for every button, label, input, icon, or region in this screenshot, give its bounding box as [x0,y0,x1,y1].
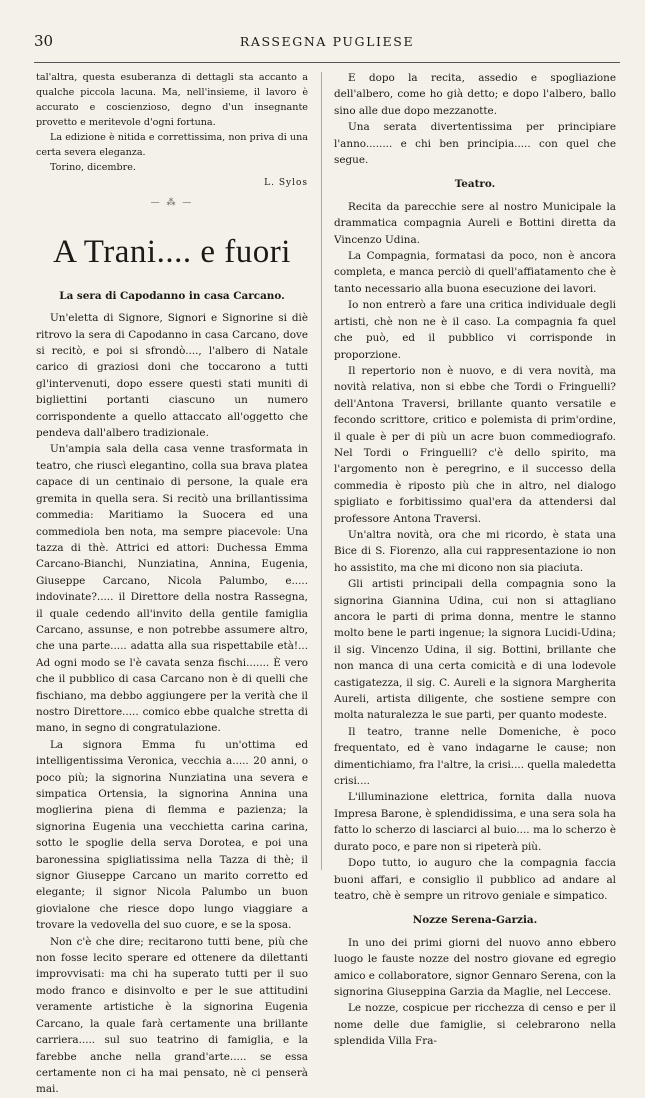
column-separator [321,72,322,870]
nozze-paragraph: Le nozze, cospicue per ricchezza di censo e per il nome delle due famiglie, si celebrarono nella splendida Villa Fra- [334,1002,616,1048]
section-title: La sera di Capodanno in casa Carcano. [59,289,285,302]
review-end-paragraph: tal'altra, questa esuberanza di dettagli sta accanto a qualche piccola lacuna. Ma, nell'insieme, il lavoro è accurato e coscienzioso, degno d'un insegnante provetto e meritevole d'ogni fortuna. [36,72,308,128]
article-paragraph: Un'eletta di Signore, Signori e Signorine si diè ritrovo la sera di Capodanno in casa Carcano, dove si recitò, e poi si sfrondò...., l'albero di Natale carico di graziosi doni che toccarono a tutti gl'intervenuti, dopo essere questi stati muniti di bigliettini portanti ciascuno un numero corrispondente a quello attaccato all'oggetto che pendeva dall'albero tradizionale. [36,312,308,440]
teatro-paragraph: Dopo tutto, io auguro che la compagnia faccia buoni affari, e consiglio il pubblico ad andare al teatro, chè è sempre un ritrovo geniale e simpatico. [334,857,616,902]
teatro-paragraph: Io non entrerò a fare una critica individuale degli artisti, chè non ne è il caso. La compagnia fa quel che può, ed il pubblico vi corrisponde in proporzione. [334,299,616,361]
nozze-paragraph: In uno dei primi giorni del nuovo anno ebbero luogo le fauste nozze del nostro giovane ed egregio amico e collaboratore, signor Gennaro Serena, con la signorina Giuseppina Garzia da Maglie, nel Leccese. [334,936,616,998]
left-column [36,70,308,1098]
running-title: RASSEGNA PUGLIESE [239,34,415,49]
right-column [334,70,616,1050]
teatro-paragraph: Un'altra novità, ora che mi ricordo, è stata una Bice di S. Fiorenzo, alla cui rappresentazione io non ho assistito, ma che mi dicono non sia piaciuta. [334,528,616,574]
teatro-paragraph: Recita da parecchie sere al nostro Municipale la drammatica compagnia Aureli e Bottini diretta da Vincenzo Udina. [334,200,616,246]
article-paragraph: Non c'è che dire; recitarono tutti bene, più che non fosse lecito sperare ed ottenere da dilettanti improvvisati: ma chi ha superato tutti per il suo modo franco e disinvolto e per le sue attitudini veramente artistiche è la signorina Eugenia Carcano, la quale farà certamente una brillante carriera..... sul suo teatrino di famiglia, e la farebbe anche nella grand'arte..... se essa certamente non ci ha mai pensato, nè ci penserà mai. [36,935,308,1096]
intro-paragraph: E dopo la recita, assedio e spogliazione dell'albero, come ho già detto; e dopo l'albero, ballo sino alle due dopo mezzanotte. [334,72,616,117]
page-number: 30 [34,32,54,50]
ornamental-divider: — ⁂ — [150,198,194,209]
article-paragraph: La signora Emma fu un'ottima ed intelligentissima Veronica, vecchia a..... 20 anni, o poco più; la signorina Nunziatina una severa e simpatica Ortensia, la signorina Annina una moglierina piena di flemma e pazienza; la signorina Eugenia una vecchietta carina carina, sotto le spoglie della serva Dorotea, e poi una baronessina spigliatissima nella Tazza di thè; il signor Giuseppe Carcano un marito corretto ed elegante; il signor Nicola Palumbo un buon giovialone che riesce dopo lungo viaggiare a trovare la vedovella del suo cuore, e se la sposa. [36,738,308,932]
teatro-paragraph: Il teatro, tranne nelle Domeniche, è poco frequentato, ed è vano indagarne le cause; non dimentichiamo, fra l'altre, la crisi.... quella maledetta crisi.... [334,725,616,788]
intro-paragraph: Una serata divertentissima per principiare l'anno........ e chi ben principia..... con quel che segue. [334,121,616,167]
place-date: Torino, dicembre. [50,162,136,173]
teatro-title: Teatro. [454,178,496,191]
teatro-paragraph: Il repertorio non è nuovo, e di vera novità, ma novità relativa, non si ebbe che Tordi o Fringuelli? dell'Antona Traversi, brillante quanto versatile e fecondo scrittore, critico e polemista di prim'ordine, il quale è per di più un acre buon commediografo. Nel Tordi o Fringuelli? c'è dello spirito, ma l'argomento non è peregrino, e il successo della commedia è riposto più che in altro, nel dialogo spigliato e forbitissimo qual'era da attendersi dal professore Antona Traversi. [334,364,616,525]
nozze-title: Nozze Serena-Garzia. [412,914,538,927]
header-rule [34,62,620,63]
page-header [34,32,620,54]
article-title: A Trani.... e fuori [53,233,291,270]
teatro-paragraph: La Compagnia, formatasi da poco, non è ancora completa, e manca perciò di quell'affiatamento che è tanto necessario alla buona esecuzione dei lavori. [334,250,616,295]
review-end-paragraph-2: La edizione è nitida e correttissima, non priva di una certa severa eleganza. [36,132,308,158]
teatro-paragraph: L'illuminazione elettrica, fornita dalla nuova Impresa Barone, è splendidissima, e una sera sola ha fatto lo scherzo di lasciarci al buio.... ma lo scherzo è durato poco, e pare non si ripeterà più. [334,791,616,853]
teatro-paragraph: Gli artisti principali della compagnia sono la signorina Giannina Udina, cui non si attagliano ancora le parti di prima donna, mentre le stanno molto bene le parti ingenue; la signora Lucidi-Udina; il sig. Vincenzo Udina, il sig. Bottini, brillante che non manca di una certa comicità e di una lodevole castigatezza, il sig. C. Aureli e la signora Margherita Aureli, artista diligente, che sostiene sempre con molta naturalezza le sue parti, per quanto modeste. [334,578,616,722]
article-paragraph: Un'ampia sala della casa venne trasformata in teatro, che riuscì elegantino, colla sua brava platea capace di un centinaio di persone, la quale era gremita in quella sera. Si recitò una brillantissima commedia: Maritiamo la Suocera ed una commediola ben nota, ma sempre piacevole: Una tazza di thè. Attrici ed attori: Duchessa Emma Carcano-Bianchi, Nunziatina, Annina, Eugenia, Giuseppe Carcano, Nicola Palumbo, e..... indovinate?..... il Direttore della nostra Rassegna, il quale cedendo all'invito della gentile famiglia Carcano, assunse, e non potrebbe assumere altro, che una parte..... adatta alla sua rispettabile età!... Ad ogni modo se l'è cavata senza fischi....... È vero che il pubblico di casa Carcano non è di quelli che fischiano, ma debbo aggiungere per la verità che il nostro Direttore..... comico ebbe qualche stretta di mano, in segno di congratulazione. [36,443,308,735]
signature: L. Sylos [264,178,308,188]
